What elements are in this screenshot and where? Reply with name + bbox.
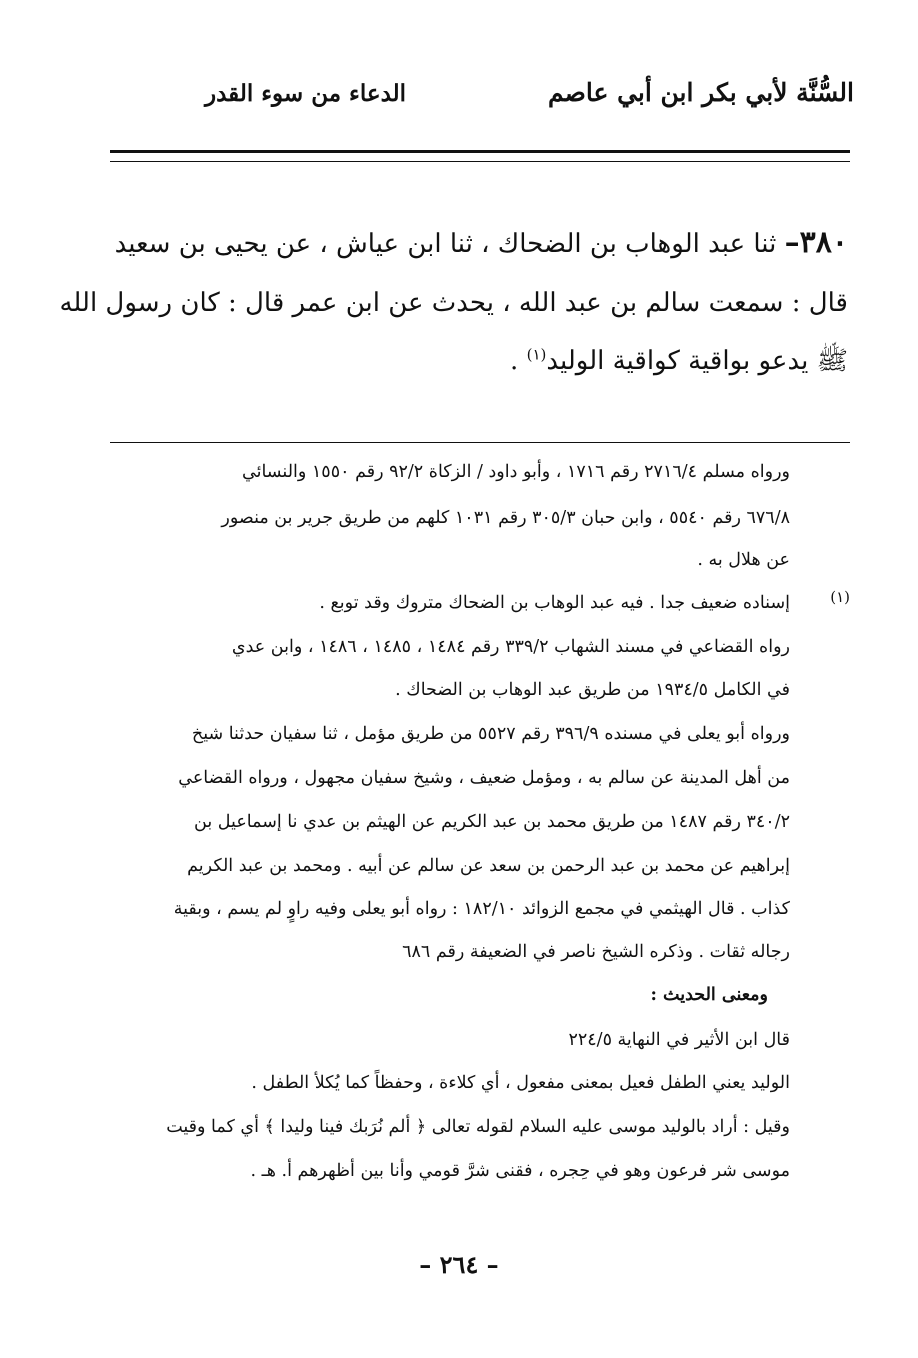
footnote-line: من أهل المدينة عن سالم به ، ومؤمل ضعيف ، وشيخ سفيان مجهول ، ورواه القضاعي xyxy=(178,768,790,788)
hadith-line-1 xyxy=(108,225,848,260)
footnote-line: ورواه مسلم ٢٧١٦/٤ رقم ١٧١٦ ، وأبو داود / الزكاة ٩٢/٢ رقم ١٥٥٠ والنسائي xyxy=(242,462,790,482)
footnote-line: إسناده ضعيف جدا . فيه عبد الوهاب بن الضحاك متروك وقد توبع . xyxy=(319,593,790,613)
footnote-separator xyxy=(110,442,850,443)
footnote-line: موسى شر فرعون وهو في حِجره ، فقنى شرَّ قومي وأنا بين أظهرهم أ. هـ . xyxy=(250,1161,790,1181)
hadith-line-3 xyxy=(108,344,848,382)
hadith-text-line-1: ثنا عبد الوهاب بن الضحاك ، ثنا ابن عياش ، عن يحيى بن سعيد xyxy=(114,229,777,259)
footnote-line: إبراهيم عن محمد بن عبد الرحمن بن سعد عن سالم عن أبيه . ومحمد بن عبد الكريم xyxy=(187,856,790,876)
footnote-line: كذاب . قال الهيثمي في مجمع الزوائد ١٨٢/١٠ : رواه أبو يعلى وفيه راوٍ لم يسم ، وبقية xyxy=(173,899,790,919)
footnote-reference[interactable]: (١) xyxy=(526,345,547,364)
hadith-number: ٣٨٠– xyxy=(784,225,848,260)
footnote-line: وقيل : أراد بالوليد موسى عليه السلام لقوله تعالى ﴿ ألم نُرَبك فينا وليدا ﴾ أي كما وقيت xyxy=(166,1117,790,1137)
section-heading-meaning: ومعنى الحديث : xyxy=(650,985,768,1005)
footnote-line: رجاله ثقات . وذكره الشيخ ناصر في الضعيفة رقم ٦٨٦ xyxy=(402,942,790,962)
footnote-line: في الكامل ١٩٣٤/٥ من طريق عبد الوهاب بن الضحاك . xyxy=(395,680,790,700)
footnote-line: ورواه أبو يعلى في مسنده ٣٩٦/٩ رقم ٥٥٢٧ من طريق مؤمل ، ثنا سفيان حدثنا شيخ xyxy=(191,724,790,744)
running-header-book-title: السُّنَّة لأبي بكر ابن أبي عاصم xyxy=(547,78,854,107)
footnote-line: قال ابن الأثير في النهاية ٢٢٤/٥ xyxy=(568,1030,790,1050)
running-header-chapter-title: الدعاء من سوء القدر xyxy=(205,80,407,107)
hadith-text-line-3: ﷺ يدعو بواقية كواقية الوليد xyxy=(546,346,848,376)
hadith-text-line-2: قال : سمعت سالم بن عبد الله ، يحدث عن ابن عمر قال : كان رسول الله xyxy=(59,288,848,318)
footnote-line: ٦٧٦/٨ رقم ٥٥٤٠ ، وابن حبان ٣٠٥/٣ رقم ١٠٣١ كلهم من طريق جرير بن منصور xyxy=(221,508,790,528)
header-rule-thick xyxy=(110,150,850,153)
footnote-line: ٣٤٠/٢ رقم ١٤٨٧ من طريق محمد بن عبد الكريم عن الهيثم بن عدي نا إسماعيل بن xyxy=(194,812,790,832)
footnote-line: رواه القضاعي في مسند الشهاب ٣٣٩/٢ رقم ١٤٨٤ ، ١٤٨٥ ، ١٤٨٦ ، وابن عدي xyxy=(231,637,790,657)
footnote-marker: (١) xyxy=(830,588,850,606)
footnote-line: الوليد يعني الطفل فعيل بمعنى مفعول ، أي كلاءة ، وحفظاً كما يُكلأ الطفل . xyxy=(251,1073,790,1093)
header-rule-thin xyxy=(110,161,850,162)
hadith-line-3-end: . xyxy=(510,346,527,376)
footnote-line: عن هلال به . xyxy=(697,550,790,570)
page-number: – ٢٦٤ – xyxy=(419,1250,499,1279)
